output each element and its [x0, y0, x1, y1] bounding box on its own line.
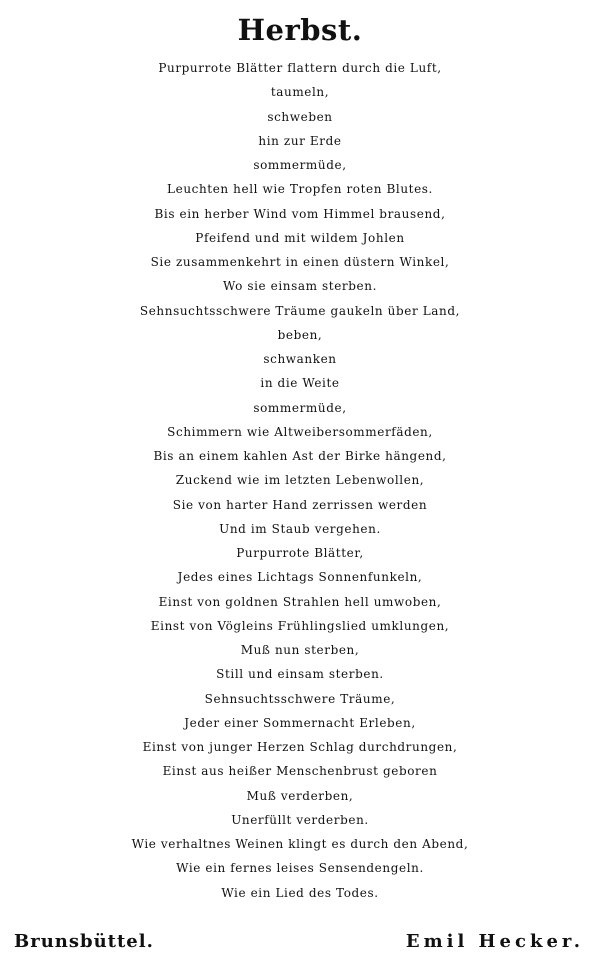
poem-line: Muß nun sterben,: [240, 643, 360, 657]
poem-line: Pfeifend und mit wildem Johlen: [195, 230, 405, 245]
author-name: Emil Hecker.: [405, 930, 584, 952]
poem-line: Leuchten hell wie Tropfen roten Blutes.: [167, 182, 433, 197]
poem-line: Zuckend wie im letzten Lebenwollen,: [175, 473, 425, 488]
poem-line: in die Weite: [260, 376, 340, 391]
poem-line: Schimmern wie Altweibersommerfäden,: [167, 424, 433, 439]
poem-line: Wie ein Lied des Todes.: [221, 885, 379, 900]
place-name: Brunsbüttel.: [14, 930, 154, 952]
poem-body: [0, 56, 600, 905]
poem-line: Einst von goldnen Strahlen hell umwoben,: [158, 594, 442, 609]
poem-line: Muß verderben,: [246, 788, 354, 803]
poem-line: Jeder einer Sommernacht Erleben,: [184, 715, 416, 730]
poem-footer: [14, 927, 584, 955]
poem-line: Sie zusammenkehrt in einen düstern Winkel,: [150, 255, 450, 269]
poem-line: schweben: [267, 109, 333, 124]
poem-line: Sie von harter Hand zerrissen werden: [172, 497, 428, 512]
poem-line: Jedes eines Lichtags Sonnenfunkeln,: [177, 570, 423, 585]
poem-line: Unerfüllt verderben.: [231, 812, 369, 827]
poem-line: Einst von junger Herzen Schlag durchdrungen,: [142, 740, 458, 754]
poem-line: schwanken: [263, 352, 337, 366]
poem-line: Wie ein fernes leises Sensendengeln.: [176, 861, 424, 876]
poem-line: Wo sie einsam sterben.: [223, 279, 377, 294]
poem-line: sommermüde,: [253, 158, 347, 172]
poem-line: Bis ein herber Wind vom Himmel brausend,: [154, 206, 446, 221]
poem-line: Bis an einem kahlen Ast der Birke hängend,: [153, 449, 447, 463]
poem-line: Einst aus heißer Menschenbrust geboren: [162, 764, 438, 779]
poem-line: Wie verhaltnes Weinen klingt es durch den Abend,: [131, 837, 469, 851]
poem-line: Still und einsam sterben.: [216, 667, 384, 682]
poem-line: Sehnsuchtsschwere Träume,: [204, 691, 396, 706]
poem-line: Einst von Vögleins Frühlingslied umklungen,: [150, 618, 450, 633]
poem-line: Und im Staub vergehen.: [219, 521, 381, 536]
poem-line: sommermüde,: [253, 400, 347, 415]
poem-line: Purpurrote Blätter flattern durch die Luft,: [158, 61, 442, 75]
poem-line: beben,: [277, 327, 323, 342]
poem-line: hin zur Erde: [258, 133, 342, 148]
poem-line: taumeln,: [270, 85, 330, 100]
poem-line: Sehnsuchtsschwere Träume gaukeln über Land,: [139, 303, 461, 318]
poem-title: Herbst.: [237, 13, 363, 47]
poem-line: Purpurrote Blätter,: [236, 546, 364, 560]
